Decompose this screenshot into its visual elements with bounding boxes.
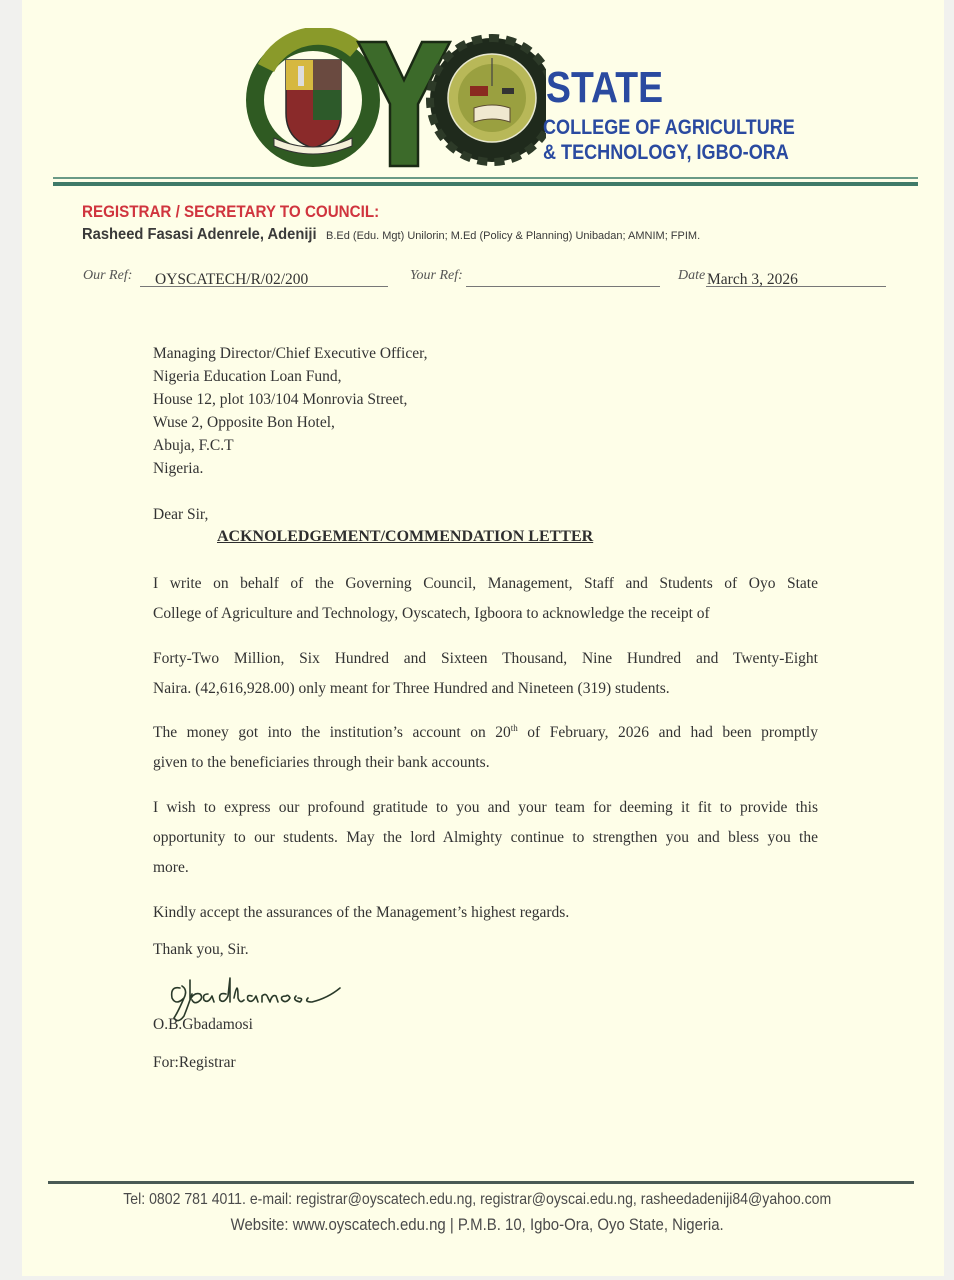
date-label: Date (678, 268, 706, 283)
brand-college-line1: COLLEGE OF AGRICULTURE (543, 116, 795, 139)
oyscatech-logo (246, 28, 546, 173)
letter-heading: ACKNOLEDGEMENT/COMMENDATION LETTER (217, 528, 594, 545)
date-value: March 3, 2026 (707, 271, 798, 288)
ordinal-suffix: th (510, 722, 518, 733)
address-line: Wuse 2, Opposite Bon Hotel, (153, 414, 335, 431)
paragraph-3 (153, 718, 818, 778)
registrar-title: REGISTRAR / SECRETARY TO COUNCIL: (82, 203, 380, 221)
text-run: The money got into the institution’s account on 20 (153, 724, 511, 741)
paragraph-line: I wish to express our profound gratitude to you and your team for deeming it fit to provide this (153, 799, 818, 816)
brand-college-line2: & TECHNOLOGY, IGBO-ORA (543, 141, 789, 164)
seal-icon (430, 38, 546, 162)
address-line: House 12, plot 103/104 Monrovia Street, (153, 391, 408, 408)
paragraph-line: I write on behalf of the Governing Council, Management, Staff and Students of Oyo State (153, 575, 818, 592)
footer-contact (0, 1191, 954, 1209)
paragraph-line: Forty-Two Million, Six Hundred and Sixteen Thousand, Nine Hundred and Twenty-Eight (153, 650, 818, 667)
registrar-name: Rasheed Fasasi Adenrele, Adeniji (82, 226, 317, 243)
letter-page (22, 0, 944, 1276)
signatory-name: O.B.Gbadamosi (153, 1016, 253, 1033)
your-ref-label: Your Ref: (410, 268, 463, 283)
footer-rule (48, 1181, 914, 1184)
crest-icon (274, 60, 352, 154)
letterhead-rule-thin (53, 177, 918, 179)
footer-address-text: Website: www.oyscatech.edu.ng | P.M.B. 10, Igbo-Ora, Oyo State, Nigeria. (230, 1215, 724, 1234)
salutation: Dear Sir, (153, 506, 209, 523)
recipient-address (153, 342, 428, 480)
footer-address (0, 1215, 954, 1235)
paragraph-line: given to the beneficiaries through their bank accounts. (153, 754, 490, 771)
paragraph-line: more. (153, 859, 189, 876)
paragraph-line: College of Agriculture and Technology, Oyscatech, Igboora to acknowledge the receipt of (153, 605, 710, 622)
paragraph-line: Naira. (42,616,928.00) only meant for Three Hundred and Nineteen (319) students. (153, 680, 670, 697)
registrar-line (82, 226, 700, 244)
signatory-role: For:Registrar (153, 1054, 236, 1071)
paragraph-1 (153, 569, 818, 629)
text-run: of February, 2026 and had been promptly (517, 724, 818, 741)
brand-state: STATE (546, 63, 664, 112)
closing: Thank you, Sir. (153, 941, 249, 958)
your-ref-line (466, 286, 660, 287)
our-ref-value: OYSCATECH/R/02/200 (155, 271, 309, 288)
paragraph-5: Kindly accept the assurances of the Management’s highest regards. (153, 904, 570, 921)
registrar-qualifications: B.Ed (Edu. Mgt) Unilorin; M.Ed (Policy & Planning) Unibadan; AMNIM; FPIM. (322, 230, 701, 242)
address-line: Nigeria. (153, 460, 204, 477)
paragraph-line (153, 718, 818, 748)
our-ref-label: Our Ref: (83, 268, 133, 283)
footer-contact-text: Tel: 0802 781 4011. e-mail: registrar@oyscatech.edu.ng, registrar@oyscai.edu.ng, rasheedadeniji84@yahoo.com (123, 1191, 831, 1208)
paragraph-2 (153, 644, 818, 704)
letterhead-rule-thick (53, 182, 918, 186)
paragraph-4 (153, 793, 818, 883)
address-line: Nigeria Education Loan Fund, (153, 368, 342, 385)
paragraph-line: opportunity to our students. May the lord Almighty continue to strengthen you and bless you the (153, 829, 818, 846)
address-line: Abuja, F.C.T (153, 437, 234, 454)
address-line: Managing Director/Chief Executive Officer, (153, 345, 428, 362)
